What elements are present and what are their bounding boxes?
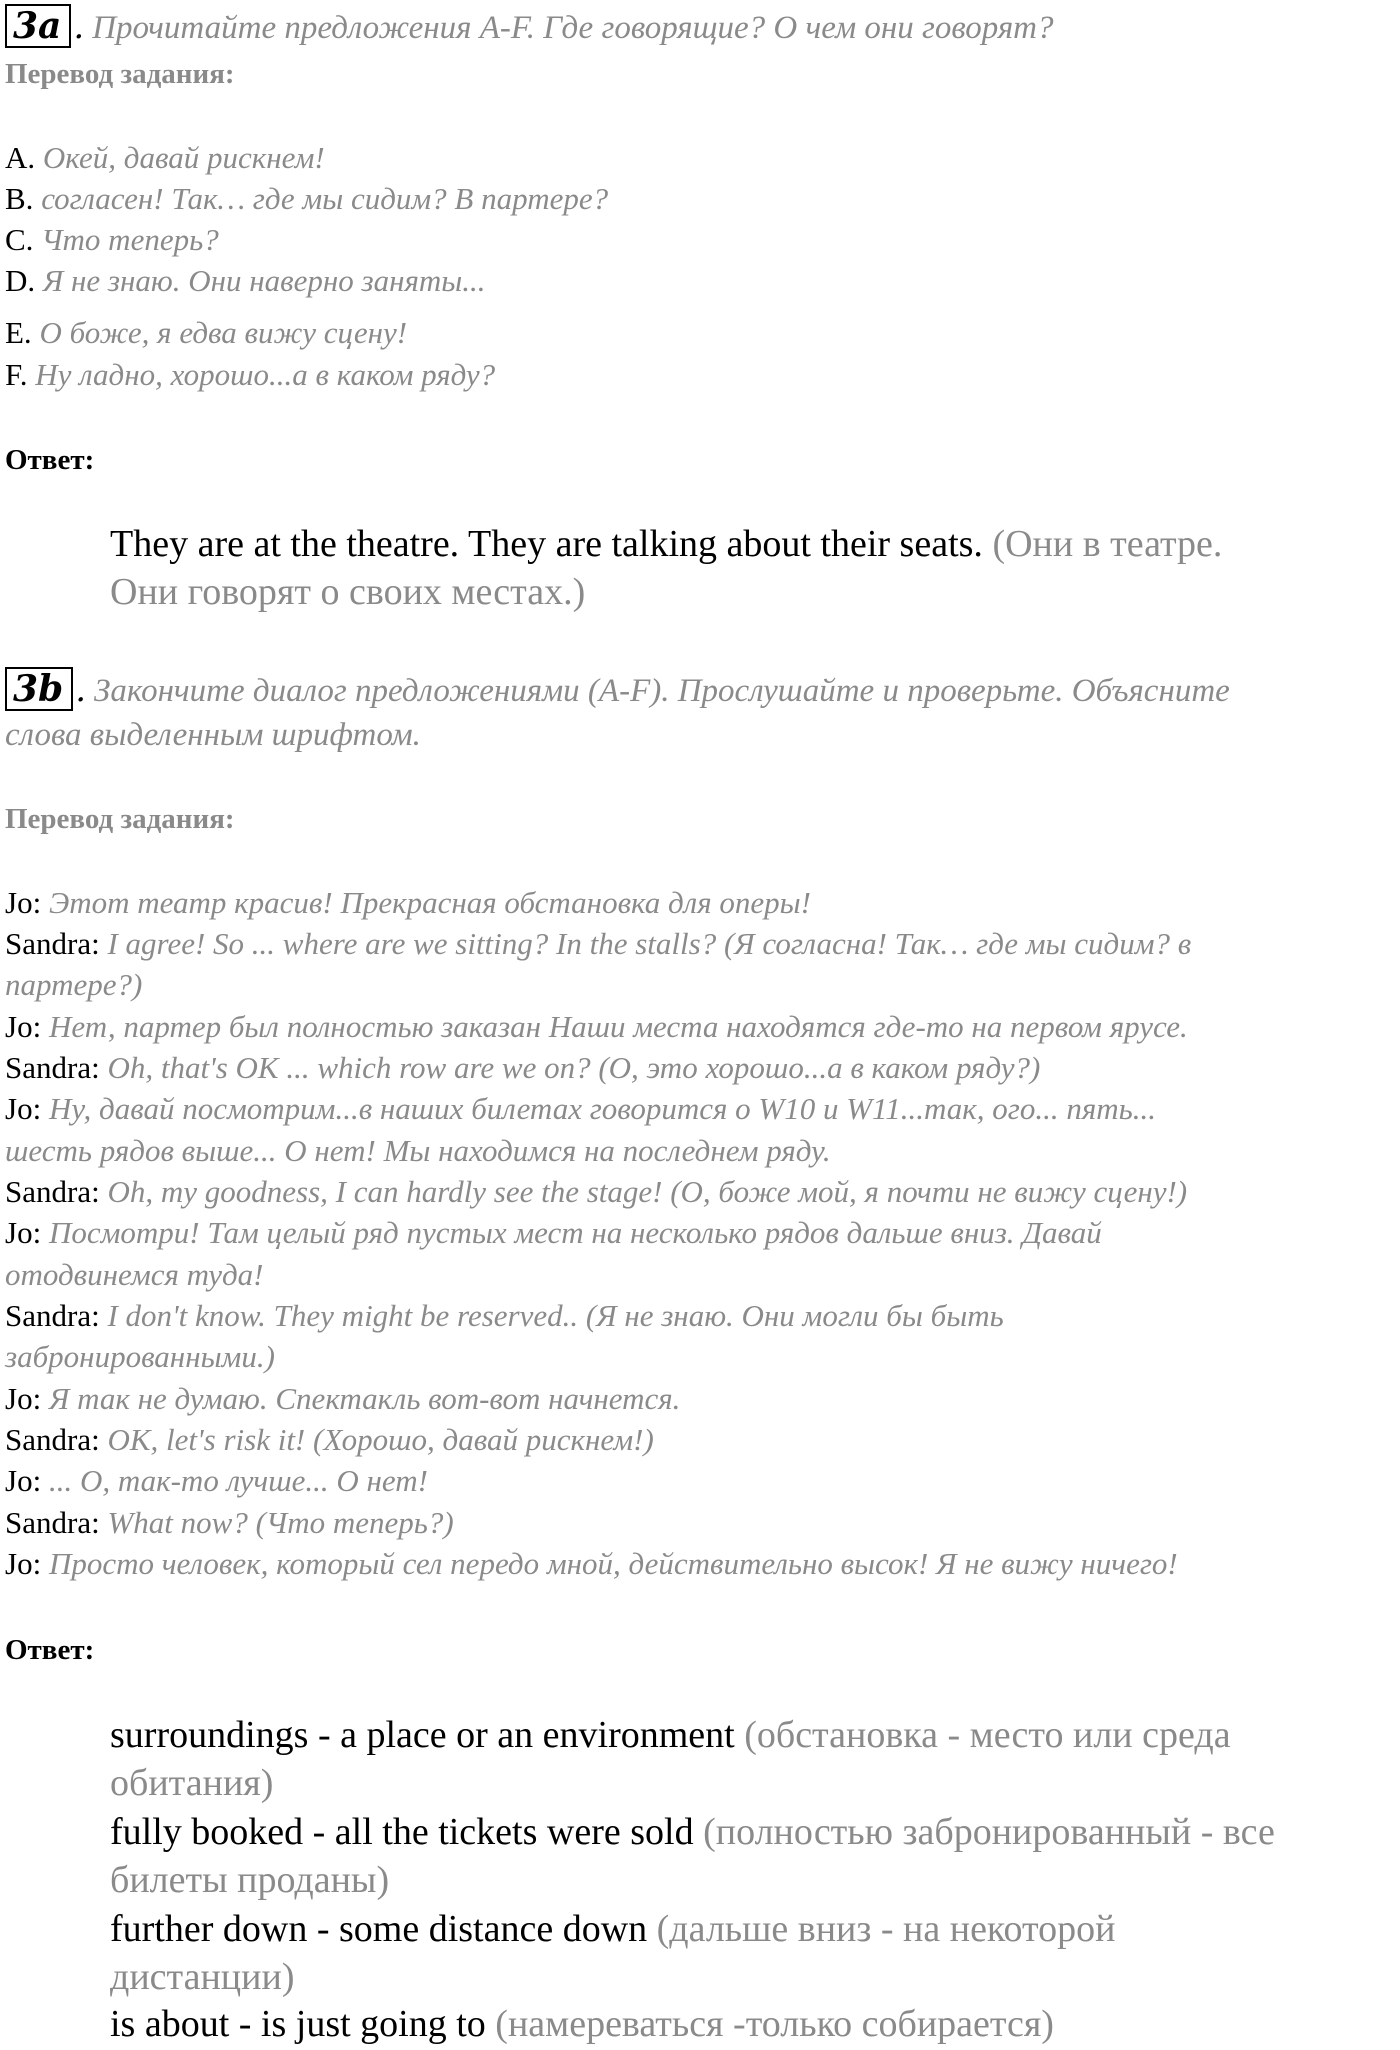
task-3b-translation-heading: Перевод задания: [5, 803, 235, 835]
task-3a-answer-heading: Ответ: [5, 444, 95, 476]
answer-item: is about - is just going to (намереваться -только собирается) [110, 2003, 1054, 2045]
answer-item: fully booked - all the tickets were sold (полностью забронированный - все билеты проданы) [110, 1811, 1275, 1901]
answer-item: surroundings - a place or an environment (обстановка - место или среда обитания) [110, 1714, 1231, 1804]
task-3a-item-d: D. Я не знаю. Они наверно заняты... [5, 263, 486, 298]
dialogue-line: забронированными.) [5, 1339, 275, 1374]
dialogue-line: Sandra: Oh, that's OK ... which row are we on? (О, это хорошо...а в каком ряду?) [5, 1050, 1041, 1085]
answer-item: further down - some distance down (дальше вниз - на некоторой дистанции) [110, 1908, 1116, 1998]
dialogue-line: Jo: Я так не думаю. Спектакль вот-вот начнется. [5, 1381, 681, 1416]
task-3a-badge: 3a [5, 4, 71, 48]
dialogue-line: Sandra: I don't know. They might be reserved.. (Я не знаю. Они могли бы быть [5, 1298, 1004, 1333]
task-3a-item-b: B. согласен! Так… где мы сидим? В партере? [5, 181, 609, 216]
dialogue-line: Sandra: OK, let's risk it! (Хорошо, давай рискнем!) [5, 1422, 654, 1457]
task-3b-instruction-1: Закончите диалог предложениями (A-F). Прослушайте и проверьте. Объясните [94, 673, 1230, 709]
task-3a-answer: They are at the theatre. They are talking about their seats. (Они в театре. Они говорят о своих местах.) [110, 523, 1223, 613]
task-3a-translation-heading: Перевод задания: [5, 58, 235, 90]
task-3a-item-f: F. Ну ладно, хорошо...а в каком ряду? [5, 357, 496, 392]
task-3a-item-c: C. Что теперь? [5, 222, 219, 257]
dialogue-line: Jo: Этот театр красив! Прекрасная обстановка для оперы! [5, 885, 811, 920]
dialogue-line: Jo: Посмотри! Там целый ряд пустых мест на несколько рядов дальше вниз. Давай [5, 1215, 1102, 1250]
task-3b-badge: 3b [5, 667, 73, 711]
task-3a-item-a: A. Окей, давай рискнем! [5, 140, 325, 175]
dialogue-line: Sandra: What now? (Что теперь?) [5, 1505, 454, 1540]
dialogue-line: Sandra: I agree! So ... where are we sitting? In the stalls? (Я согласна! Так… где мы сидим? в [5, 926, 1192, 961]
task-3a-instruction: Прочитайте предложения A-F. Где говорящие? О чем они говорят? [92, 10, 1054, 46]
dialogue-line: шесть рядов выше... О нет! Мы находимся на последнем ряду. [5, 1133, 831, 1168]
dialogue-line: Jo: Нет, партер был полностью заказан Наши места находятся где-то на первом ярусе. [5, 1009, 1188, 1044]
dialogue-line: Jo: Просто человек, который сел передо мной, действительно высок! Я не вижу ничего! [5, 1546, 1178, 1581]
dialogue-line: Sandra: Oh, my goodness, I can hardly see the stage! (О, боже мой, я почти не вижу сцену!) [5, 1174, 1188, 1209]
dialogue-line: отодвинемся туда! [5, 1257, 264, 1292]
task-3b-instruction-2: слова выделенным шрифтом. [5, 717, 421, 753]
task-3a-header: 3a . Прочитайте предложения A-F. Где говорящие? О чем они говорят? [5, 4, 1054, 50]
dialogue-line: Jo: ... О, так-то лучше... О нет! [5, 1463, 428, 1498]
task-3b-header: 3b . Закончите диалог предложениями (A-F). Прослушайте и проверьте. Объясните [5, 667, 1230, 713]
dialogue-line: партере?) [5, 967, 143, 1002]
task-3b-answer-heading: Ответ: [5, 1634, 95, 1666]
dialogue-line: Jo: Ну, давай посмотрим...в наших билетах говорится о W10 и W11...так, ого... пять... [5, 1091, 1157, 1126]
task-3a-item-e: E. О боже, я едва вижу сцену! [5, 315, 408, 350]
